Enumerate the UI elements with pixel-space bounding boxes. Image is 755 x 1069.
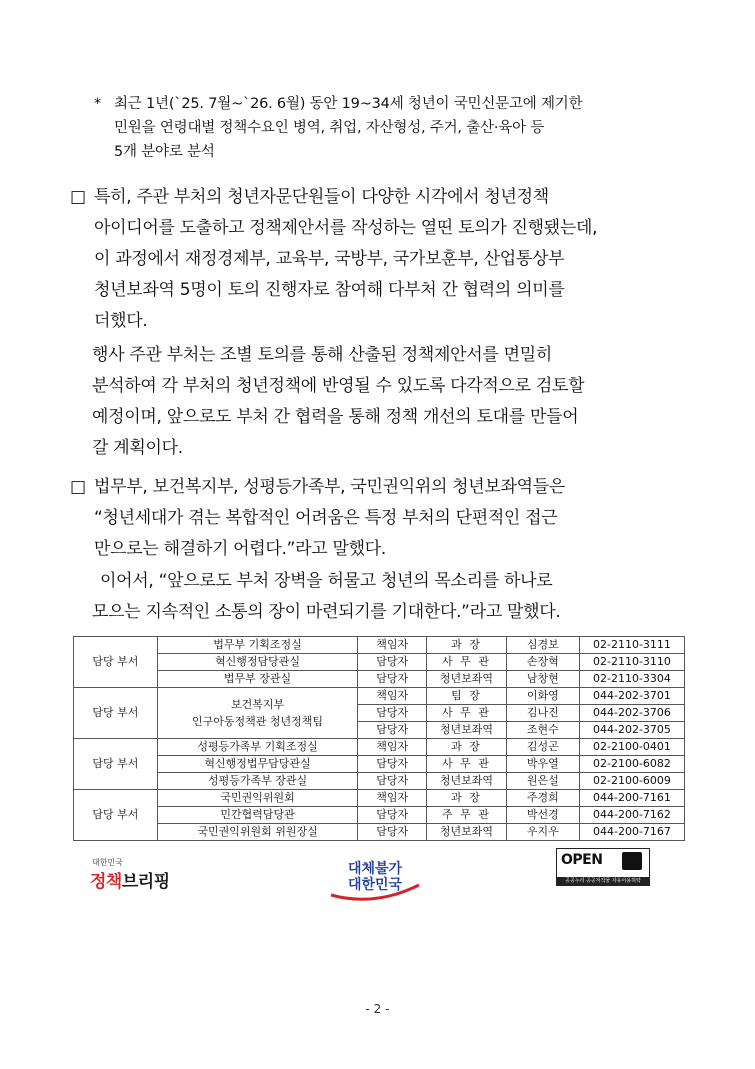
paragraph-line: 이어서, “앞으로도 부처 장벽을 허물고 청년의 목소리를 하나로: [100, 571, 553, 591]
position-cell: 사 무 관: [427, 756, 507, 773]
dept-label: 담당 부서: [74, 637, 158, 688]
office-cell: [157, 688, 357, 739]
name-cell: 박선경: [506, 807, 579, 824]
position-cell: 청년보좌역: [427, 824, 507, 841]
paragraph-line: “청년세대가 겪는 복합적인 어려움은 특정 부처의 단편적인 접근: [94, 508, 558, 528]
position-cell: 과 장: [427, 637, 507, 654]
phone-cell: 02-2100-6082: [579, 756, 684, 773]
table-row: [74, 688, 685, 705]
position-cell: 청년보좌역: [427, 773, 507, 790]
name-cell: 박우열: [506, 756, 579, 773]
name-cell: 우지우: [506, 824, 579, 841]
role-cell: 책임자: [358, 637, 427, 654]
name-cell: 주경희: [506, 790, 579, 807]
dept-label: 담당 부서: [74, 739, 158, 790]
office-cell: 법무부 장관실: [157, 671, 357, 688]
office-cell: 법무부 기획조정실: [157, 637, 357, 654]
footnote: [94, 92, 694, 164]
role-cell: 담당자: [358, 824, 427, 841]
name-cell: 원은설: [506, 773, 579, 790]
table-row: [74, 739, 685, 756]
role-cell: 담당자: [358, 722, 427, 739]
name-cell: 김나진: [506, 705, 579, 722]
table-row: [74, 824, 685, 841]
footnote-line: 5개 분야로 분석: [114, 144, 215, 160]
paragraph-line: 갈 계획이다.: [92, 438, 183, 458]
phone-cell: 02-2110-3110: [579, 654, 684, 671]
table-row: [74, 637, 685, 654]
paragraph-4: [92, 566, 690, 628]
license-strip: 공공누리 공공저작물 자유이용허락: [557, 877, 649, 885]
name-cell: 김성곤: [506, 739, 579, 756]
footnote-line: 민원을 연령대별 정책수요인 병역, 취업, 자산형성, 주거, 출산·육아 등: [114, 120, 545, 136]
position-cell: 과 장: [427, 739, 507, 756]
paragraph-2: [92, 340, 690, 464]
paragraph-line: 특히, 주관 부처의 청년자문단원들이 다양한 시각에서 청년정책: [94, 187, 549, 207]
phone-cell: 044-202-3705: [579, 722, 684, 739]
paragraph-line: 아이디어를 도출하고 정책제안서를 작성하는 열띤 토의가 진행됐는데,: [94, 218, 598, 238]
policy-briefing-logo: [90, 855, 180, 897]
role-cell: 담당자: [358, 807, 427, 824]
open-license-logo: [556, 848, 650, 886]
dept-label: 담당 부서: [74, 688, 158, 739]
phone-cell: 02-2110-3111: [579, 637, 684, 654]
name-cell: 손장혁: [506, 654, 579, 671]
office-line: 인구아동정책관 청년정책팀: [192, 715, 324, 728]
role-cell: 담당자: [358, 654, 427, 671]
phone-cell: 044-200-7162: [579, 807, 684, 824]
position-cell: 청년보좌역: [427, 722, 507, 739]
office-cell: 성평등가족부 기획조정실: [157, 739, 357, 756]
page-number: - 2 -: [365, 1002, 390, 1016]
office-cell: 국민권익위원회: [157, 790, 357, 807]
office-cell: 민간협력담당관: [157, 807, 357, 824]
phone-cell: 02-2100-6009: [579, 773, 684, 790]
position-cell: 사 무 관: [427, 705, 507, 722]
attribution-icon: [622, 852, 642, 870]
position-cell: 사 무 관: [427, 654, 507, 671]
position-cell: 청년보좌역: [427, 671, 507, 688]
paragraph-line: 예정이며, 앞으로도 부처 간 협력을 통해 정책 개선의 토대를 만들어: [92, 407, 579, 427]
office-cell: 국민권익위원회 위원장실: [157, 824, 357, 841]
name-cell: 남창현: [506, 671, 579, 688]
table-row: [74, 790, 685, 807]
office-line: 보건복지부: [230, 698, 285, 711]
office-cell: 혁신행정법무담당관실: [157, 756, 357, 773]
role-cell: 담당자: [358, 756, 427, 773]
logo-small-text: 대한민국: [92, 858, 123, 867]
table-row: [74, 756, 685, 773]
table-row: [74, 654, 685, 671]
phone-cell: 044-202-3701: [579, 688, 684, 705]
checkbox-bullet: □: [70, 477, 86, 497]
table-row: [74, 807, 685, 824]
paragraph-line: 이 과정에서 재정경제부, 교육부, 국방부, 국가보훈부, 산업통상부: [94, 249, 565, 269]
dept-label: 담당 부서: [74, 790, 158, 841]
phone-cell: 044-202-3706: [579, 705, 684, 722]
paragraph-line: 만으로는 해결하기 어렵다.”라고 말했다.: [94, 539, 386, 559]
logo-main-text: 정책브리핑: [90, 872, 170, 892]
position-cell: 팀 장: [427, 688, 507, 705]
name-cell: 심경보: [506, 637, 579, 654]
table-row: [74, 671, 685, 688]
phone-cell: 044-200-7167: [579, 824, 684, 841]
footnote-line: 최근 1년(`25. 7월~`26. 6월) 동안 19~34세 청년이 국민신문고에 제기한: [114, 96, 583, 112]
paragraph-line: 행사 주관 부처는 조별 토의를 통해 산출된 정책제안서를 면밀히: [92, 345, 553, 365]
phone-cell: 044-200-7161: [579, 790, 684, 807]
slogan-logo: [327, 855, 423, 903]
role-cell: 책임자: [358, 739, 427, 756]
logo-red-part: 정책: [90, 872, 122, 892]
checkbox-bullet: □: [70, 187, 86, 207]
office-cell: 성평등가족부 장관실: [157, 773, 357, 790]
name-cell: 조현수: [506, 722, 579, 739]
contacts-table: [73, 636, 685, 841]
position-cell: 과 장: [427, 790, 507, 807]
name-cell: 이화영: [506, 688, 579, 705]
footnote-marker: *: [94, 96, 102, 112]
open-label: OPEN: [561, 852, 603, 868]
slogan-line-1: 대체불가: [347, 861, 403, 877]
phone-cell: 02-2110-3304: [579, 671, 684, 688]
table-row: [74, 773, 685, 790]
paragraph-line: 더했다.: [94, 311, 148, 331]
phone-cell: 02-2100-0401: [579, 739, 684, 756]
slogan-line-2: 대한민국: [347, 877, 403, 893]
role-cell: 책임자: [358, 790, 427, 807]
paragraph-line: 법무부, 보건복지부, 성평등가족부, 국민권익위의 청년보좌역들은: [94, 477, 566, 497]
role-cell: 담당자: [358, 705, 427, 722]
paragraph-line: 청년보좌역 5명이 토의 진행자로 참여해 다부처 간 협력의 의미를: [94, 280, 565, 300]
role-cell: 책임자: [358, 688, 427, 705]
office-cell: 혁신행정담당관실: [157, 654, 357, 671]
paragraph-3: [70, 472, 690, 565]
paragraph-line: 분석하여 각 부처의 청년정책에 반영될 수 있도록 다각적으로 검토할: [92, 376, 585, 396]
paragraph-line: 모으는 지속적인 소통의 장이 마련되기를 기대한다.”라고 말했다.: [92, 602, 561, 622]
position-cell: 주 무 관: [427, 807, 507, 824]
role-cell: 담당자: [358, 671, 427, 688]
paragraph-1: [70, 182, 690, 337]
role-cell: 담당자: [358, 773, 427, 790]
